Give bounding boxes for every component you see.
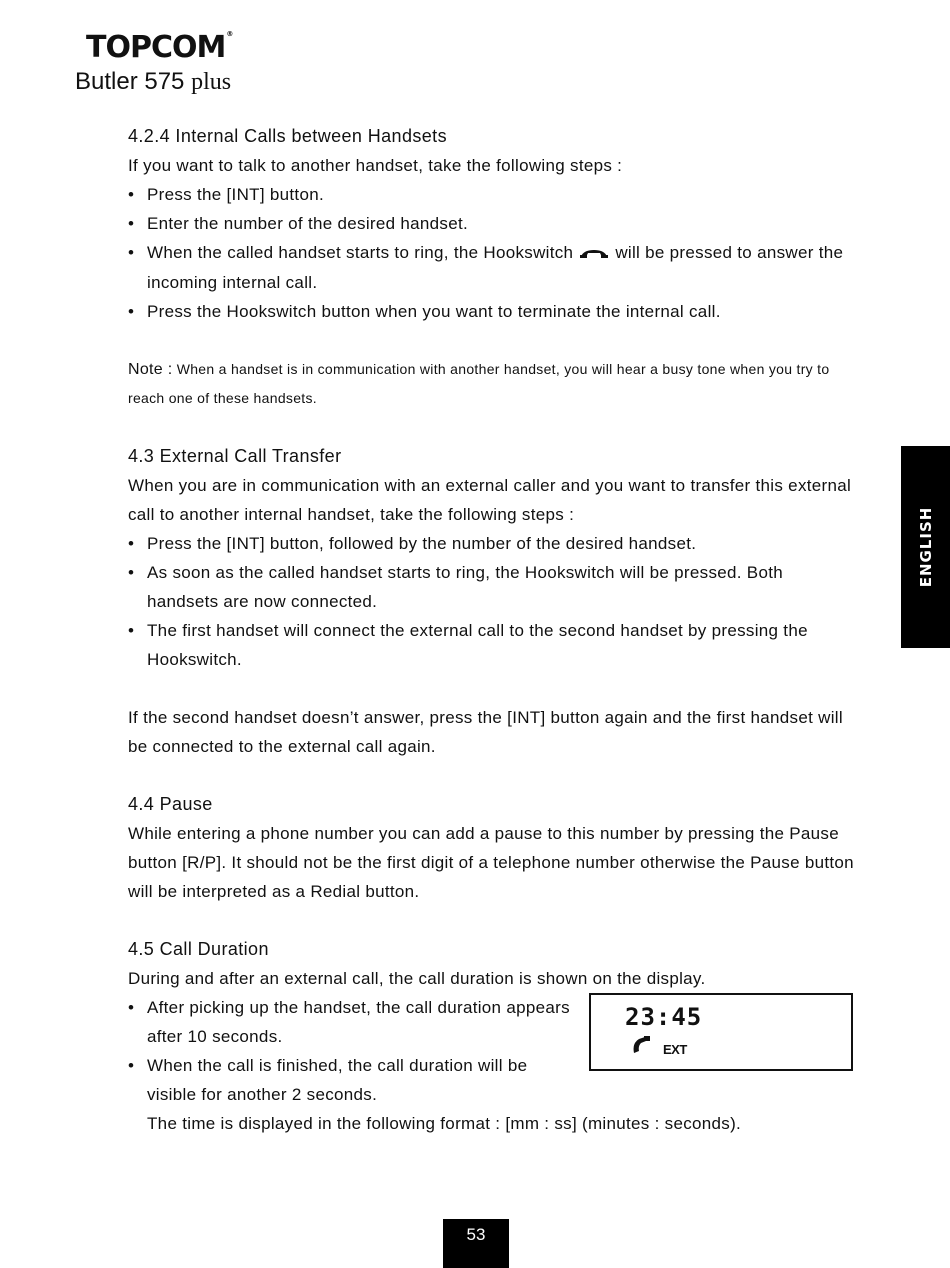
- format-text: The time is displayed in the following format : [mm : ss] (minutes : seconds).: [147, 1114, 742, 1134]
- step-text: will be pressed to answer the incoming internal call.: [147, 243, 844, 293]
- note-label: Note :: [128, 361, 173, 379]
- heading-4-4: 4.4 Pause: [128, 794, 213, 815]
- steps-4-5: [128, 993, 578, 1109]
- outro-4-3: If the second handset doesn’t answer, press the [INT] button again and the first handset will be connected to the external call again.: [128, 708, 843, 757]
- list-item: • The first handset will connect the external call to the second handset by pressing the Hookswitch.: [128, 616, 858, 674]
- language-tab: [901, 446, 950, 648]
- note-text: When a handset is in communication with another handset, you will hear a busy tone when you try to reach one of these handsets.: [128, 361, 830, 407]
- display-time: 23:45: [625, 1003, 703, 1032]
- model-suffix: plus: [191, 69, 232, 95]
- model-number: Butler 575: [75, 68, 185, 95]
- hookswitch-icon: [579, 239, 609, 268]
- page-number: 53: [443, 1219, 509, 1268]
- list-item: • As soon as the called handset starts to ring, the Hookswitch will be pressed. Both handsets are now connected.: [128, 558, 858, 616]
- brand-logo: [86, 30, 232, 65]
- intro-4-5: During and after an external call, the call duration is shown on the display.: [128, 969, 706, 989]
- list-item: • Press the [INT] button.: [128, 180, 858, 209]
- language-label: ENGLISH: [916, 506, 935, 588]
- call-duration-block: [128, 964, 858, 1138]
- intro-4-2-4: If you want to talk to another handset, take the following steps :: [128, 156, 623, 175]
- list-item: • Press the Hookswitch button when you want to terminate the internal call.: [128, 297, 858, 326]
- list-item: [128, 238, 858, 297]
- phone-handset-icon: [631, 1035, 657, 1064]
- lcd-display: [589, 993, 853, 1071]
- intro-4-3: When you are in communication with an external caller and you want to transfer this external call to another internal handset, take the following steps :: [128, 476, 852, 525]
- model-name: [75, 68, 231, 96]
- heading-4-3: 4.3 External Call Transfer: [128, 446, 342, 467]
- note: [128, 355, 858, 413]
- brand-name: TOPCOM: [86, 30, 226, 65]
- list-item: • Press the [INT] button, followed by the number of the desired handset.: [128, 529, 858, 558]
- list-item: • Enter the number of the desired handset.: [128, 209, 858, 238]
- step-text: When the called handset starts to ring, the Hookswitch: [147, 243, 574, 262]
- heading-4-5: 4.5 Call Duration: [128, 939, 269, 960]
- text-4-4: While entering a phone number you can add a pause to this number by pressing the Pause button [R/P]. It should not be the first digit of a telephone number otherwise the Pause button will be interpreted as a Redial button.: [128, 824, 854, 902]
- heading-4-2-4: 4.2.4 Internal Calls between Handsets: [128, 126, 447, 146]
- steps-4-3: [128, 529, 858, 674]
- list-item: • When the call is finished, the call duration will be visible for another 2 seconds.: [128, 1051, 578, 1109]
- trademark-symbol: ®: [226, 30, 233, 38]
- steps-4-2-4: [128, 180, 858, 326]
- display-ext-label: EXT: [663, 1042, 687, 1058]
- manual-content: [128, 122, 858, 1138]
- list-item: • After picking up the handset, the call duration appears after 10 seconds.: [128, 993, 578, 1051]
